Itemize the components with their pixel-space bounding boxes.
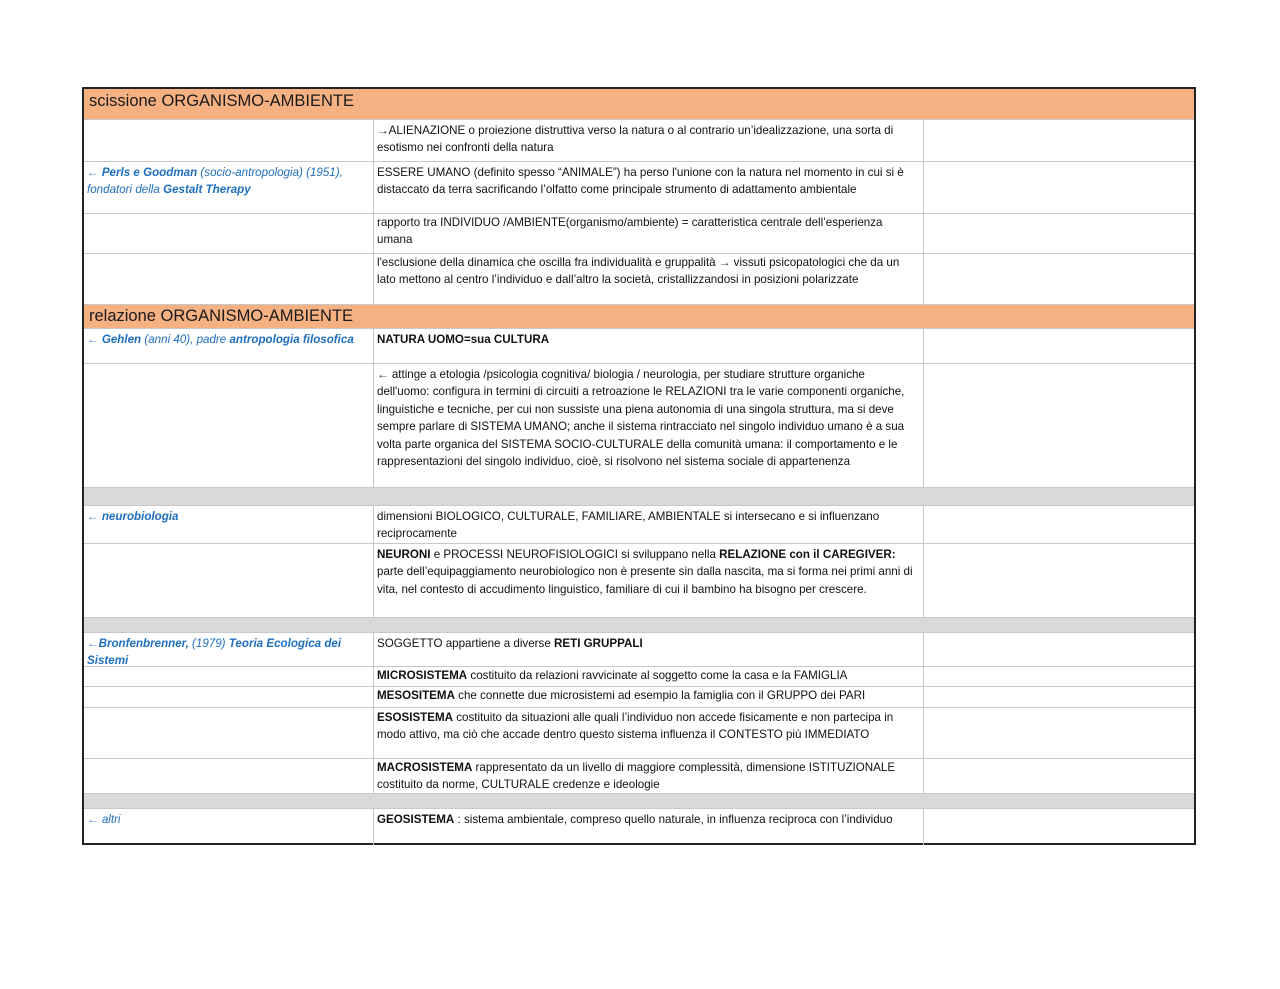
spreadsheet-table xyxy=(82,87,1196,845)
cell-source xyxy=(84,214,374,253)
cell-empty xyxy=(924,809,1194,845)
left-arrow-icon: ← xyxy=(87,637,99,650)
content-text: parte dell’equipaggiamento neurobiologico non è presente sin dalla nascita, ma si forma nei primi anni di vita, nel contesto di accudimento linguistico, familiare di cui il bambino ha bisogno per crescere. xyxy=(377,565,913,596)
cell-content xyxy=(374,708,924,758)
separator-row xyxy=(84,794,1194,809)
cell-source xyxy=(84,364,374,487)
content-bold: RELAZIONE con il CAREGIVER: xyxy=(719,548,896,561)
table-row xyxy=(84,708,1194,759)
table-row xyxy=(84,162,1194,214)
cell-source xyxy=(84,809,374,845)
author-field: Gestalt Therapy xyxy=(163,183,251,197)
cell-empty xyxy=(924,506,1194,543)
author-detail: (socio-antropologia) (1951), fondatori della xyxy=(87,166,343,197)
content-text: e PROCESSI NEUROFISIOLOGICI si sviluppano nella xyxy=(430,548,720,561)
section-header-scissione xyxy=(84,89,1194,120)
cell-content xyxy=(374,759,924,793)
cell-source xyxy=(84,544,374,617)
table-row xyxy=(84,544,1194,618)
table-row xyxy=(84,687,1194,708)
cell-empty xyxy=(924,329,1194,363)
content-bold: MICROSISTEMA xyxy=(377,669,468,682)
content-text: : sistema ambientale, compreso quello naturale, in influenza reciproca con l’individuo xyxy=(454,813,893,826)
cell-content: dimensioni BIOLOGICO, CULTURALE, FAMILIARE, AMBIENTALE si intersecano e si influenzano reciprocamente xyxy=(374,506,924,543)
table-row xyxy=(84,254,1194,305)
content-text: rappresentato da un livello di maggiore complessità, dimensione ISTITUZIONALE costituito da norme, CULTURALE credenze e ideologie xyxy=(377,761,896,792)
cell-empty xyxy=(924,687,1194,707)
cell-empty xyxy=(924,364,1194,487)
cell-empty xyxy=(924,759,1194,793)
left-arrow-icon: ← xyxy=(87,333,99,346)
table-row xyxy=(84,214,1194,254)
cell-content xyxy=(374,544,924,617)
cell-source xyxy=(84,506,374,543)
cell-source xyxy=(84,120,374,161)
table-row xyxy=(84,120,1194,162)
cell-source xyxy=(84,162,374,213)
section-header-relazione xyxy=(84,305,1194,329)
left-arrow-icon: ← xyxy=(87,813,99,826)
table-row xyxy=(84,364,1194,488)
content-text: costituito da situazioni alle quali l’individuo non accede fisicamente e non partecipa in modo attivo, ma ciò che accade dentro questo sistema influenza il CONTESTO più IMMEDIATO xyxy=(377,711,894,742)
content-bold: MACROSISTEMA xyxy=(377,761,473,774)
content-bold: NATURA UOMO=sua CULTURA xyxy=(377,333,550,346)
content-text: costituito da relazioni ravvicinate al soggetto come la casa e la FAMIGLIA xyxy=(467,669,848,682)
section-title: relazione ORGANISMO-AMBIENTE xyxy=(89,307,354,325)
cell-content xyxy=(374,633,924,666)
cell-source xyxy=(84,329,374,363)
left-arrow-icon: ← xyxy=(87,166,99,179)
cell-empty xyxy=(924,162,1194,213)
separator-row xyxy=(84,488,1194,506)
separator-row xyxy=(84,618,1194,633)
author-name: Perls e Goodman xyxy=(101,166,198,179)
content-bold: RETI GRUPPALI xyxy=(554,637,643,650)
content-bold: NEURONI xyxy=(377,548,431,561)
cell-content xyxy=(374,687,924,707)
cell-source xyxy=(84,759,374,793)
cell-content: l'esclusione della dinamica che oscilla fra individualità e gruppalità → vissuti psicopatologici che da un lato mettono al centro l’individuo e dall’altro la società, cristallizzandosi in posizioni polarizzate xyxy=(374,254,924,304)
content-text: che connette due microsistemi ad esempio la famiglia con il GRUPPO dei PARI xyxy=(454,689,866,702)
table-row xyxy=(84,633,1194,667)
content-bold: MESOSITEMA xyxy=(377,689,455,702)
left-arrow-icon: ← xyxy=(87,510,99,523)
cell-content xyxy=(374,667,924,686)
cell-content: →ALIENAZIONE o proiezione distruttiva verso la natura o al contrario un’idealizzazione, una sorta di esotismo nei confronti della natura xyxy=(374,120,924,161)
author-field: Teoria Ecologica dei Sistemi xyxy=(87,637,342,666)
cell-content: rapporto tra INDIVIDUO /AMBIENTE(organismo/ambiente) = caratteristica centrale dell’esperienza umana xyxy=(374,214,924,253)
cell-empty xyxy=(924,254,1194,304)
author-name: Bronfenbrenner, xyxy=(98,637,189,650)
cell-content: ← attinge a etologia /psicologia cognitiva/ biologia / neurologia, per studiare strutture organiche dell'uomo: configura in termini di circuiti a retroazione le RELAZIONI tra le varie componenti organiche, linguistiche e tecniche, per cui non sussiste una piena autonomia di una singola struttura, ma si deve sempre parlare di SISTEMA UMANO; anche il sistema rintracciato nel singolo individuo umano è a sua volta parte organica del SISTEMA SOCIO-CULTURALE della comunità umana: il comportamento e le rappresentazioni del singolo individuo, cioè, si risolvono nel sistema sociale di appartenenza xyxy=(374,364,924,487)
cell-source xyxy=(84,667,374,686)
content-bold: GEOSISTEMA xyxy=(377,813,455,826)
cell-empty xyxy=(924,120,1194,161)
table-row xyxy=(84,759,1194,794)
cell-empty xyxy=(924,544,1194,617)
cell-empty xyxy=(924,667,1194,686)
table-row xyxy=(84,667,1194,687)
table-row xyxy=(84,329,1194,364)
cell-source xyxy=(84,254,374,304)
author-detail: (1979) xyxy=(192,637,226,650)
section-title: scissione ORGANISMO-AMBIENTE xyxy=(89,92,354,110)
table-row xyxy=(84,506,1194,544)
cell-empty xyxy=(924,633,1194,666)
author-name: altri xyxy=(101,813,121,826)
content-text: SOGGETTO appartiene a diverse xyxy=(377,637,554,650)
content-bold: ESOSISTEMA xyxy=(377,711,454,724)
cell-content xyxy=(374,809,924,845)
cell-empty xyxy=(924,708,1194,758)
author-field: antropologia filosofica xyxy=(229,333,354,346)
cell-source xyxy=(84,633,374,666)
cell-content: ESSERE UMANO (definito spesso “ANIMALE”) ha perso l'unione con la natura nel momento in cui si è distaccato da terra sacrificando l’olfatto come principale strumento di adattamento ambientale xyxy=(374,162,924,213)
cell-content xyxy=(374,329,924,363)
cell-empty xyxy=(924,214,1194,253)
table-row xyxy=(84,809,1194,845)
author-detail: (anni 40), padre xyxy=(144,333,227,346)
cell-source xyxy=(84,687,374,707)
cell-source xyxy=(84,708,374,758)
author-name: neurobiologia xyxy=(101,510,179,523)
author-name: Gehlen xyxy=(101,333,142,346)
